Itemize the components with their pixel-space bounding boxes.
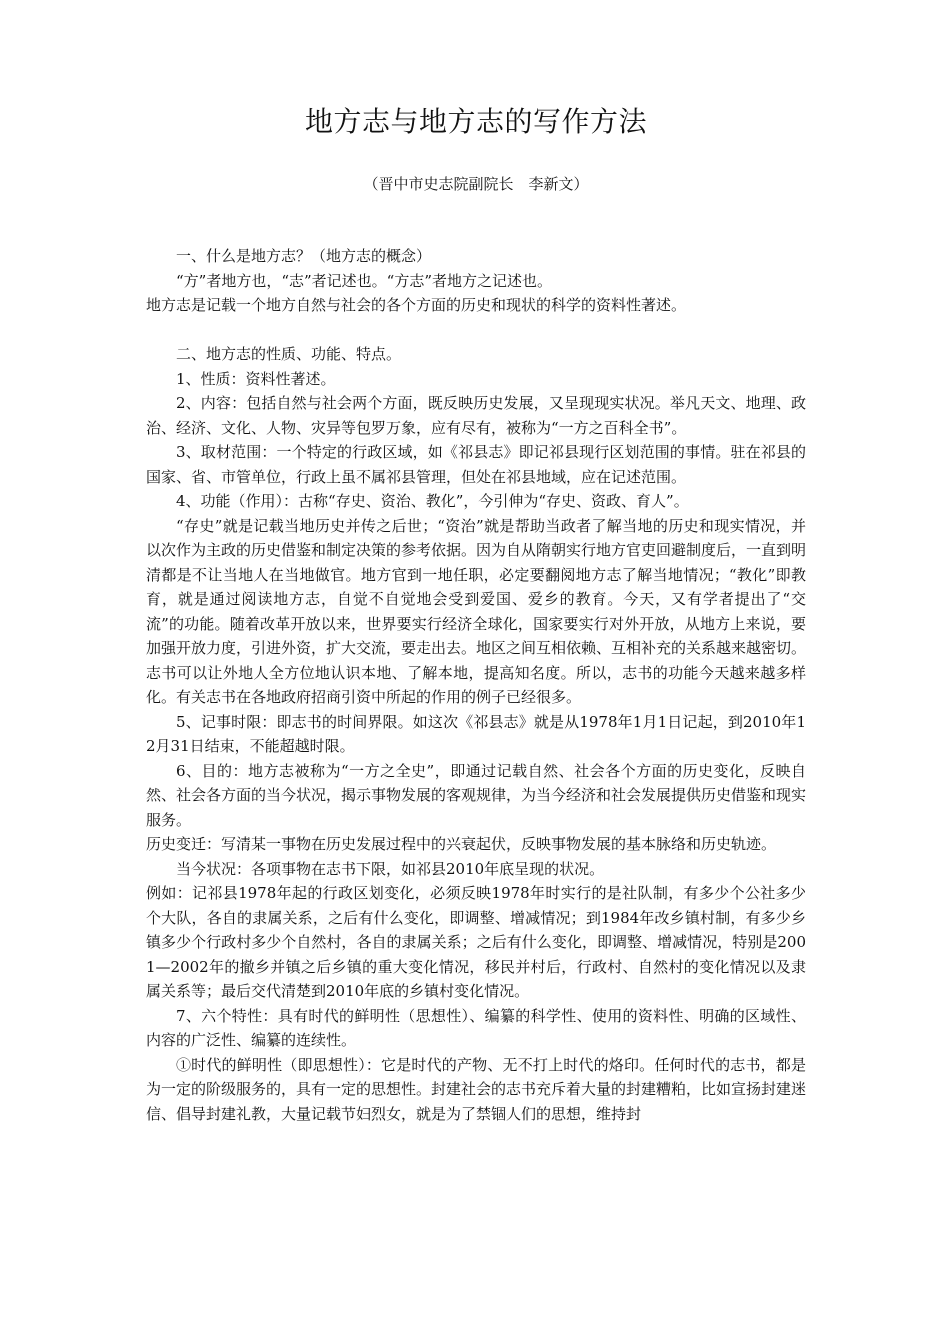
paragraph: 当今状况：各项事物在志书下限，如祁县2010年底呈现的状况。 xyxy=(176,859,605,878)
paragraph: 二、地方志的性质、功能、特点。 xyxy=(176,345,402,363)
paragraph: 4、功能（作用）：古称“存史、资治、教化”，今引伸为“存史、资政、育人”。 xyxy=(176,492,689,510)
page-title: 地方志与地方志的写作方法 xyxy=(304,105,647,138)
paragraph: 2、内容：包括自然与社会两个方面，既反映历史发展，又呈现现实状况。举凡天文、地理、政治、经济、文化、人物、灾异等包罗万象，应有尽有，被称为“一方之百科全书”。 xyxy=(146,394,806,437)
paragraph: “存史”就是记载当地历史并传之后世；“资治”就是帮助当政者了解当地的历史和现实情况，并以次作为主政的历史借鉴和制定决策的参考依据。因为自从隋朝实行地方官吏回避制度后，一直到明清都是不让当地人在当地做官。地方官到一地任职，必定要翻阅地方志了解当地情况；“教化”即教育，就是通过阅读地方志，自觉不自觉地会受到爱国、爱乡的教育。今天，又有学者提出了“交流”的功能。随着改革开放以来，世界要实行经济全球化，国家要实行对外开放，从地方上来说，要加强开放力度，引进外资，扩大交流，要走出去。地区之间互相依赖、互相补充的关系越来越密切。志书可以让外地人全方位地认识本地、了解本地，提高知名度。所以，志书的功能今天越来越多样化。有关志书在各地政府招商引资中所起的作用的例子已经很多。 xyxy=(146,516,807,706)
paragraph: 一、什么是地方志？（地方志的概念） xyxy=(176,247,432,265)
paragraph: 历史变迁：写清某一事物在历史发展过程中的兴衰起伏，反映事物发展的基本脉络和历史轨迹。 xyxy=(146,835,777,853)
paragraph: 例如：记祁县1978年起的行政区划变化，必须反映1978年时实行的是社队制，有多少个公社多少个大队，各自的隶属关系，之后有什么变化，即调整、增减情况；到1984年改乡镇村制，有多少乡镇多少个行政村多少个自然村，各自的隶属关系；之后有什么变化，即调整、增减情况，特别是2001—2002年的撤乡并镇之后乡镇的重大变化情况，移民并村后，行政村、自然村的变化情况以及隶属关系等；最后交代清楚到2010年底的乡镇村变化情况。 xyxy=(146,884,806,1000)
document-body xyxy=(146,244,806,1126)
paragraph: ①时代的鲜明性（即思想性）：它是时代的产物、无不打上时代的烙印。任何时代的志书，都是为一定的阶级服务的，具有一定的思想性。封建社会的志书充斥着大量的封建糟粕，比如宣扬封建迷信、倡导封建礼教，大量记载节妇烈女，就是为了禁锢人们的思想，维持封 xyxy=(146,1055,807,1123)
paragraph: 地方志是记载一个地方自然与社会的各个方面的历史和现状的科学的资料性著述。 xyxy=(146,296,687,314)
paragraph: 5、记事时限：即志书的时间界限。如这次《祁县志》就是从1978年1月1日记起，到2010年12月31日结束，不能超越时限。 xyxy=(146,712,806,755)
blank-line xyxy=(146,318,806,343)
paragraph: 6、目的：地方志被称为“一方之全史”，即通过记载自然、社会各个方面的历史变化，反映自然、社会各方面的当今状况，揭示事物发展的客观规律，为当今经济和社会发展提供历史借鉴和现实服务。 xyxy=(146,761,807,829)
paragraph: 7、六个特性：具有时代的鲜明性（思想性）、编纂的科学性、使用的资料性、明确的区域性、内容的广泛性、编纂的连续性。 xyxy=(146,1006,806,1049)
author-line: （晋中市史志院副院长 李新文） xyxy=(363,175,589,193)
paragraph: 3、取材范围：一个特定的行政区域，如《祁县志》即记祁县现行区划范围的事情。驻在祁县的国家、省、市管单位，行政上虽不属祁县管理，但处在祁县地域，应在记述范围。 xyxy=(146,443,806,486)
paragraph: “方”者地方也，“志”者记述也。“方志”者地方之记述也。 xyxy=(176,271,553,290)
paragraph: 1、性质：资料性著述。 xyxy=(176,369,336,388)
